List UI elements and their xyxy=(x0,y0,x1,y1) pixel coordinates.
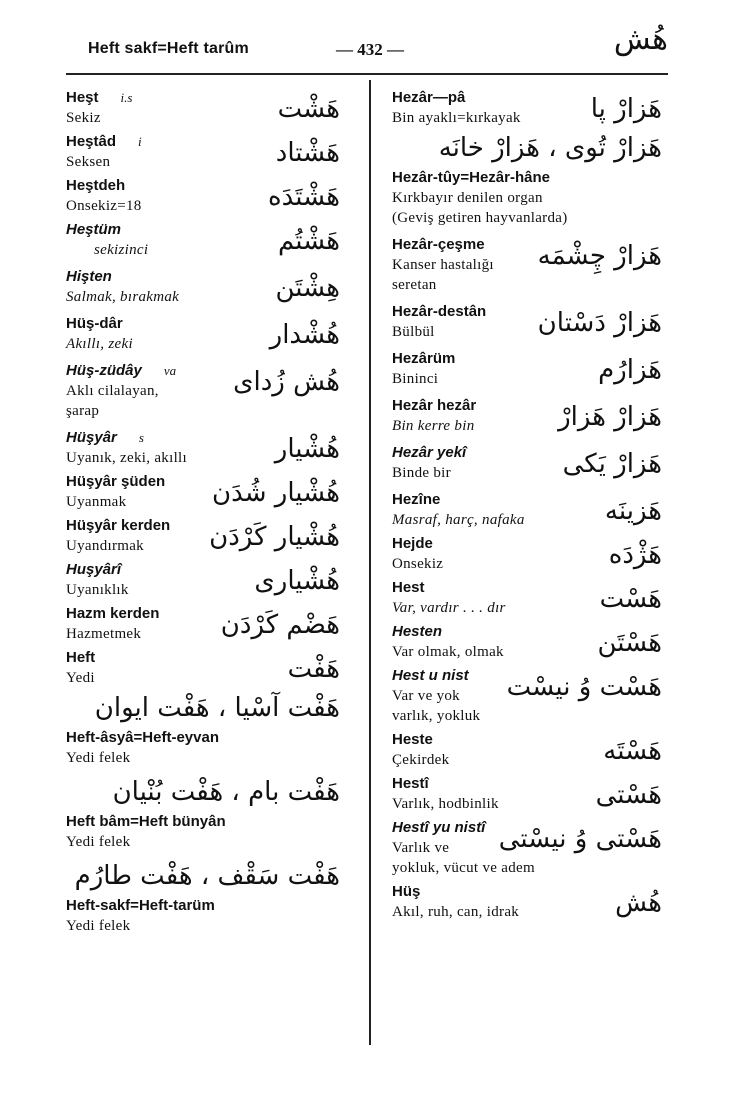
right-column xyxy=(392,88,662,922)
grammar-note: i.s xyxy=(120,90,133,105)
gloss: Bin ayaklı=kırkayak xyxy=(392,110,521,126)
gloss-continued: şarap xyxy=(66,403,100,419)
entry-hest-u-nist xyxy=(392,666,662,726)
gloss: Var ve yok xyxy=(392,688,460,704)
left-column xyxy=(66,88,340,936)
entry-hezar-pa xyxy=(392,88,662,128)
running-head: Heft sakf=Heft tarûm xyxy=(88,40,249,57)
entry-hazm-kerden xyxy=(66,604,340,644)
arabic-compound-line: هَفْت سَقْف ، هَفْت طارُم xyxy=(74,861,340,891)
headword: Hestî xyxy=(392,775,429,792)
arabic-word: هَزينَه xyxy=(604,496,662,526)
arabic-word: هُش زُدای xyxy=(233,367,340,397)
gloss-continued: varlık, yokluk xyxy=(392,708,481,724)
arabic-word: هَژْدَه xyxy=(608,540,662,570)
gloss: Varlık ve xyxy=(392,840,450,856)
arabic-word: هَسْتَه xyxy=(603,736,662,766)
entry-hest xyxy=(392,578,662,618)
gloss: Akıl, ruh, can, idrak xyxy=(392,904,520,920)
gloss: Aklı cilalayan, xyxy=(66,383,159,399)
entry-hestum xyxy=(66,220,340,260)
gloss: Yedi felek xyxy=(66,918,131,934)
arabic-word: هَسْتى وُ نيسْتى xyxy=(498,824,662,854)
column-divider xyxy=(369,80,371,1045)
grammar-note: va xyxy=(163,363,177,378)
gloss: Varlık, hodbinlik xyxy=(392,796,499,812)
entry-hesten xyxy=(392,622,662,662)
gloss: Hazmetmek xyxy=(66,626,142,642)
gloss: Var, vardır . . . dır xyxy=(392,600,506,616)
arabic-word: هَزارْ هَزارْ xyxy=(558,402,662,432)
arabic-word: هُش xyxy=(615,888,662,918)
headword: Heft bâm=Heft bünyân xyxy=(66,813,226,830)
headword: Huşyârî xyxy=(66,561,122,578)
gloss: Kırkbayır denilen organ xyxy=(392,190,543,206)
headword: Hüş xyxy=(392,883,421,900)
arabic-word: هِشْتَن xyxy=(275,273,340,303)
arabic-word: هُشْدار xyxy=(269,320,340,350)
headword: Hejde xyxy=(392,535,433,552)
headword: Heft-âsyâ=Heft-eyvan xyxy=(66,729,219,746)
headword: Heştdeh xyxy=(66,177,126,194)
headword: Hest xyxy=(392,579,425,596)
entry-heft xyxy=(66,648,340,688)
arabic-word: هَزارْ دَسْتان xyxy=(537,308,662,338)
gloss: sekizinci xyxy=(94,242,149,258)
gloss: Yedi felek xyxy=(66,750,131,766)
gloss: Seksen xyxy=(66,154,111,170)
entry-hestad xyxy=(66,132,340,172)
entry-hus-dar xyxy=(66,314,340,354)
entry-histen xyxy=(66,267,340,307)
entry-hezar-tuy xyxy=(392,168,662,228)
gloss: Bin kerre bin xyxy=(392,418,475,434)
headword: Heft-sakf=Heft-tarüm xyxy=(66,897,215,914)
arabic-compound-line: هَفْت آسْيا ، هَفْت ايوان xyxy=(94,693,340,723)
arabic-word: هُشْيار شُدَن xyxy=(211,478,340,508)
entry-hus-zuday xyxy=(66,361,340,421)
gloss: Bülbül xyxy=(392,324,435,340)
arabic-word: هُشْيارى xyxy=(254,566,340,596)
headword: Hesten xyxy=(392,623,443,640)
header-arabic-word: هُش xyxy=(613,22,668,57)
gloss: Kanser hastalığı xyxy=(392,257,494,273)
page-header xyxy=(88,22,668,70)
entry-hestdeh xyxy=(66,176,340,216)
headword: Hezîne xyxy=(392,491,441,508)
entry-heft-sakf xyxy=(66,896,340,936)
entry-heft-bam xyxy=(66,812,340,852)
headword: Hezâr—pâ xyxy=(392,89,466,106)
entry-hezar-yeki xyxy=(392,443,662,483)
headword: Hazm kerden xyxy=(66,605,160,622)
arabic-word: هَسْتى xyxy=(595,780,662,810)
grammar-note: i xyxy=(138,134,142,149)
gloss-continued: seretan xyxy=(392,277,437,293)
arabic-word: هَزارْ چِشْمَه xyxy=(537,241,662,271)
arabic-word: هَشْتَدَه xyxy=(267,182,340,212)
gloss: Sekiz xyxy=(66,110,101,126)
entry-heft-asya xyxy=(66,728,340,768)
headword: Hezâr yekî xyxy=(392,444,467,461)
gloss: Onsekiz=18 xyxy=(66,198,142,214)
headword: Heşt xyxy=(66,89,99,106)
gloss: Akıllı, zeki xyxy=(66,336,133,352)
entry-husyar-kerden xyxy=(66,516,340,556)
entry-husyar-suden xyxy=(66,472,340,512)
arabic-compound-line: هَزارْ تُوى ، هَزارْ خانَه xyxy=(438,133,662,163)
arabic-word: هَضْم كَرْدَن xyxy=(220,610,340,640)
gloss: Bininci xyxy=(392,371,439,387)
headword: Hezâr hezâr xyxy=(392,397,477,414)
grammar-note: s xyxy=(138,430,144,445)
arabic-word: هَزارْ پا xyxy=(590,94,662,124)
gloss: Onsekiz xyxy=(392,556,444,572)
gloss: Uyanık, zeki, akıllı xyxy=(66,450,187,466)
gloss: Yedi xyxy=(66,670,95,686)
entry-hest xyxy=(66,88,340,128)
header-rule xyxy=(66,73,668,75)
arabic-word: هَزارْ يَكى xyxy=(562,449,662,479)
entry-husyar xyxy=(66,428,340,468)
entry-hezine xyxy=(392,490,662,530)
gloss: Salmak, bırakmak xyxy=(66,289,180,305)
gloss: Var olmak, olmak xyxy=(392,644,504,660)
arabic-compound-line: هَفْت بام ، هَفْت بُنْيان xyxy=(112,777,340,807)
entry-hezar-hezar xyxy=(392,396,662,436)
gloss: Uyandırmak xyxy=(66,538,144,554)
arabic-word: هَفْت xyxy=(287,654,340,684)
gloss: Uyanıklık xyxy=(66,582,129,598)
headword: Heft xyxy=(66,649,96,666)
headword: Hüş-züdây xyxy=(66,362,142,379)
entry-hezar-destan xyxy=(392,302,662,342)
gloss: Masraf, harç, nafaka xyxy=(392,512,525,528)
headword: Hüşyâr xyxy=(66,429,117,446)
gloss: Binde bir xyxy=(392,465,451,481)
headword: Hüş-dâr xyxy=(66,315,123,332)
headword: Hezâr-tûy=Hezâr-hâne xyxy=(392,169,550,186)
headword: Hezâr-destân xyxy=(392,303,487,320)
headword: Heste xyxy=(392,731,433,748)
arabic-word: هَسْت xyxy=(599,584,662,614)
gloss: Yedi felek xyxy=(66,834,131,850)
entry-hus xyxy=(392,882,662,922)
entry-husyari xyxy=(66,560,340,600)
headword: Hüşyâr kerden xyxy=(66,517,171,534)
entry-hesti-yu-nisti xyxy=(392,818,662,878)
headword: Heştâd xyxy=(66,133,117,150)
arabic-word: هَسْت وُ نيسْت xyxy=(506,672,662,702)
arabic-word: هَشْتاد xyxy=(275,138,340,168)
headword: Hişten xyxy=(66,268,112,285)
headword: Hüşyâr şüden xyxy=(66,473,166,490)
entry-hejde xyxy=(392,534,662,574)
headword: Hest u nist xyxy=(392,667,469,684)
headword: Hestî yu nistî xyxy=(392,819,486,836)
entry-hezar-cesme xyxy=(392,235,662,295)
arabic-word: هُشْيار xyxy=(274,434,340,464)
headword: Heştüm xyxy=(66,221,122,238)
arabic-word: هَسْتَن xyxy=(597,628,662,658)
headword: Hezârüm xyxy=(392,350,456,367)
arabic-word: هَزارُم xyxy=(598,355,662,385)
gloss: Çekirdek xyxy=(392,752,450,768)
page-number: — 432 — xyxy=(336,40,404,59)
entry-hezarum xyxy=(392,349,662,389)
gloss: Uyanmak xyxy=(66,494,127,510)
entry-heste xyxy=(392,730,662,770)
entry-hesti xyxy=(392,774,662,814)
arabic-word: هُشْيار كَرْدَن xyxy=(209,522,340,552)
arabic-word: هَشْتُم xyxy=(277,226,340,256)
headword: Hezâr-çeşme xyxy=(392,236,485,253)
gloss-continued: yokluk, vücut ve adem xyxy=(392,860,535,876)
arabic-word: هَشْت xyxy=(277,94,340,124)
gloss-continued: (Geviş getiren hayvanlarda) xyxy=(392,210,568,226)
